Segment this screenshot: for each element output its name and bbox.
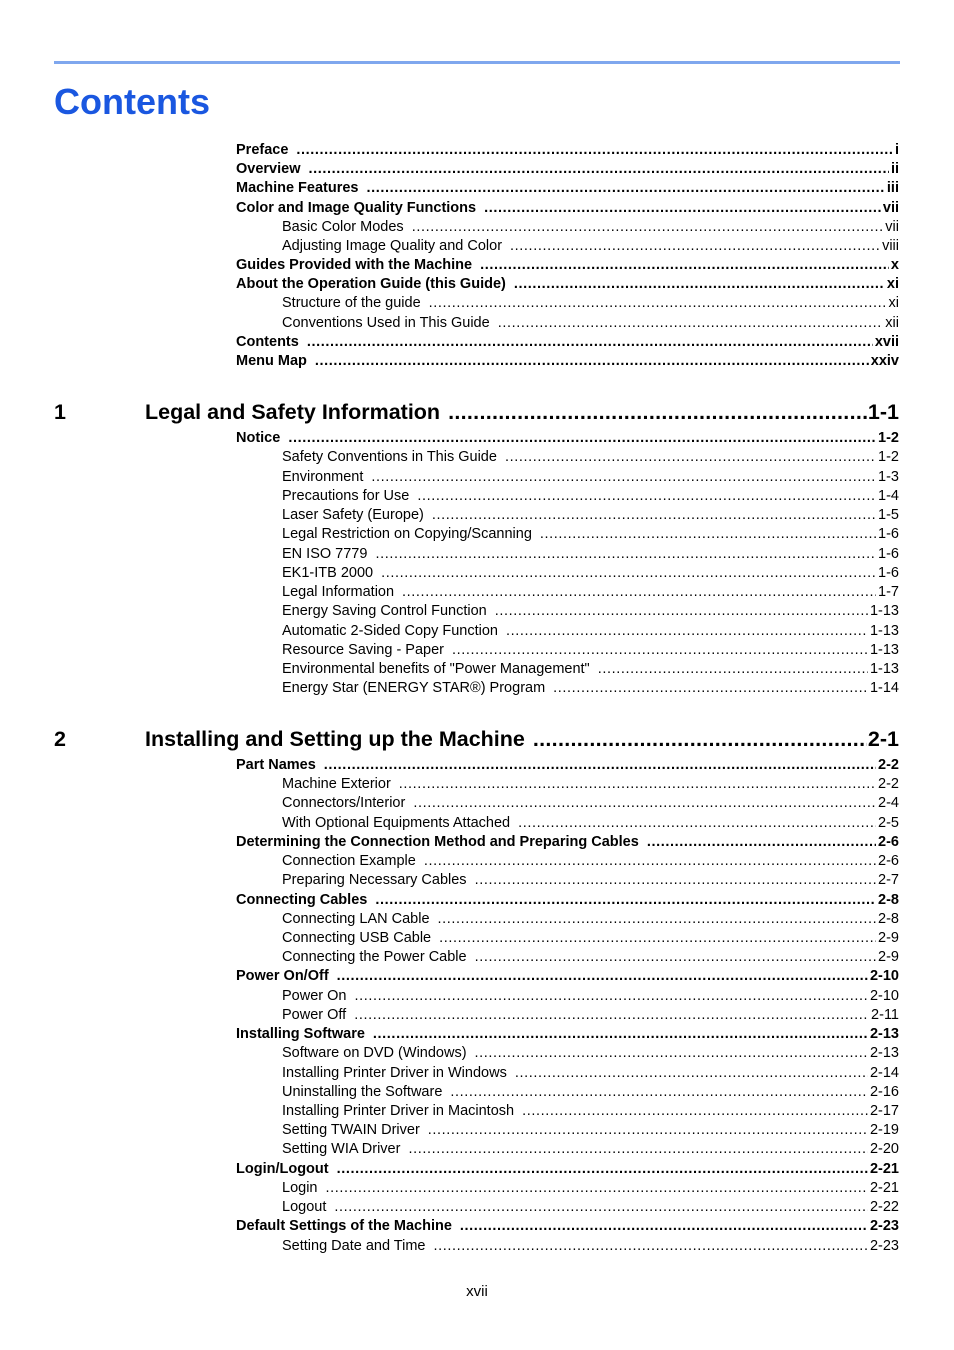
entry-page: 2-17 xyxy=(869,1102,899,1119)
header-rule xyxy=(54,61,900,64)
toc-subsection-entry[interactable] xyxy=(282,1044,899,1063)
entry-page: 1-13 xyxy=(869,622,899,639)
entry-page: 2-4 xyxy=(878,795,899,812)
toc-subsection-entry[interactable] xyxy=(282,1006,899,1025)
entry-page: 1-13 xyxy=(869,661,899,677)
entry-title: Setting Date and Time xyxy=(282,1237,426,1254)
toc-subsection-entry[interactable] xyxy=(282,525,899,544)
entry-title: Part Names xyxy=(236,757,316,773)
entry-page: i xyxy=(894,142,899,158)
entry-title: EK1-ITB 2000 xyxy=(282,564,374,581)
entry-title: Environment xyxy=(282,468,364,485)
dot-leader xyxy=(533,725,867,753)
toc-subsection-entry[interactable] xyxy=(282,1064,899,1083)
entry-title: Preparing Necessary Cables xyxy=(282,872,467,889)
entry-page: 2-23 xyxy=(869,1218,899,1235)
toc-subsection-entry[interactable] xyxy=(282,641,899,660)
dot-leader xyxy=(647,833,876,852)
dot-leader xyxy=(367,179,885,198)
toc-subsection-entry[interactable] xyxy=(282,468,899,487)
entry-title: Login/Logout xyxy=(236,1160,329,1177)
entry-page: 2-21 xyxy=(869,1160,899,1177)
entry-title: EN ISO 7779 xyxy=(282,545,368,562)
toc-subsection-entry[interactable] xyxy=(282,602,899,621)
entry-page: 2-21 xyxy=(869,1179,899,1196)
dot-leader xyxy=(337,967,868,986)
toc-section-entry[interactable] xyxy=(236,833,899,852)
entry-page: xxiv xyxy=(870,352,899,369)
dot-leader xyxy=(510,237,880,256)
entry-page: 1-6 xyxy=(878,526,899,543)
dot-leader xyxy=(553,679,868,698)
entry-page: 2-2 xyxy=(878,757,899,773)
dot-leader xyxy=(375,545,876,564)
toc-subsection-entry[interactable] xyxy=(282,794,899,813)
entry-title: Guides Provided with the Machine xyxy=(236,257,473,274)
toc-section-entry[interactable] xyxy=(236,756,899,775)
chapter-number: 2 xyxy=(54,727,66,751)
toc-subsection-entry[interactable] xyxy=(282,448,899,467)
toc-section-entry[interactable] xyxy=(236,352,899,371)
entry-title: Uninstalling the Software xyxy=(282,1083,443,1100)
dot-leader xyxy=(514,275,885,294)
toc-section-entry[interactable] xyxy=(236,160,899,179)
toc-subsection-entry[interactable] xyxy=(282,775,899,794)
entry-page: 2-19 xyxy=(869,1122,899,1139)
toc-subsection-entry[interactable] xyxy=(282,1102,899,1121)
dot-leader xyxy=(484,199,881,218)
toc-subsection-entry[interactable] xyxy=(282,871,899,890)
toc-section-entry[interactable] xyxy=(236,1160,899,1179)
dot-leader xyxy=(417,487,876,506)
entry-title: Installing Printer Driver in Windows xyxy=(282,1064,507,1081)
entry-page: 1-6 xyxy=(878,545,899,562)
chapter-page: 2-1 xyxy=(867,727,899,751)
chapter-title: Installing and Setting up the Machine xyxy=(145,727,525,751)
dot-leader xyxy=(438,910,877,929)
entry-page: 1-3 xyxy=(878,468,899,485)
toc-subsection-entry[interactable] xyxy=(282,987,899,1006)
toc-subsection-entry[interactable] xyxy=(282,1237,899,1256)
entry-title: Power On xyxy=(282,987,347,1004)
dot-leader xyxy=(408,1140,868,1159)
entry-page: 2-14 xyxy=(869,1064,899,1081)
entry-title: Energy Star (ENERGY STAR®) Program xyxy=(282,680,546,697)
toc-subsection-entry[interactable] xyxy=(282,929,899,948)
toc-section-entry[interactable] xyxy=(236,275,899,294)
entry-title: Login xyxy=(282,1179,318,1196)
dot-leader xyxy=(598,660,868,679)
entry-title: Connecting USB Cable xyxy=(282,929,432,946)
toc-subsection-entry[interactable] xyxy=(282,1121,899,1140)
dot-leader xyxy=(371,468,876,487)
toc-subsection-entry[interactable] xyxy=(282,314,899,333)
dot-leader xyxy=(475,1044,868,1063)
entry-page: 2-11 xyxy=(871,1006,899,1023)
dot-leader xyxy=(296,141,893,160)
entry-page: ii xyxy=(890,161,899,178)
entry-page: 2-8 xyxy=(878,891,899,908)
entry-title: Connecting Cables xyxy=(236,891,368,908)
entry-page: 1-2 xyxy=(878,430,899,446)
entry-page: 1-4 xyxy=(878,487,899,504)
dot-leader xyxy=(412,218,884,237)
toc-subsection-entry[interactable] xyxy=(282,545,899,564)
chapter-heading[interactable] xyxy=(54,398,899,426)
entry-title: Machine Exterior xyxy=(282,776,391,793)
toc-subsection-entry[interactable] xyxy=(282,1140,899,1159)
toc-subsection-entry[interactable] xyxy=(282,1198,899,1217)
dot-leader xyxy=(506,622,868,641)
dot-leader xyxy=(337,1160,868,1179)
dot-leader xyxy=(354,1006,869,1025)
entry-title: Overview xyxy=(236,161,301,178)
chapter-page: 1-1 xyxy=(867,400,899,424)
entry-title: Structure of the guide xyxy=(282,295,421,312)
dot-leader xyxy=(428,1121,868,1140)
toc-section-entry[interactable] xyxy=(236,891,899,910)
entry-title: Color and Image Quality Functions xyxy=(236,199,477,216)
toc-section-entry[interactable] xyxy=(236,429,899,448)
entry-title: Basic Color Modes xyxy=(282,218,404,235)
dot-leader xyxy=(432,506,876,525)
entry-page: xi xyxy=(886,276,899,293)
dot-leader xyxy=(448,398,867,426)
entry-page: 2-9 xyxy=(878,949,899,966)
dot-leader xyxy=(402,583,876,602)
toc-section-entry[interactable] xyxy=(236,179,899,198)
entry-title: Environmental benefits of "Power Management" xyxy=(282,661,590,677)
entry-page: iii xyxy=(886,180,899,197)
dot-leader xyxy=(475,871,876,890)
entry-page: 2-23 xyxy=(869,1237,899,1254)
entry-title: Power Off xyxy=(282,1006,347,1023)
dot-leader xyxy=(429,294,887,313)
entry-title: Installing Printer Driver in Macintosh xyxy=(282,1102,515,1119)
entry-page: 2-9 xyxy=(878,929,899,946)
page-number: xvii xyxy=(466,1283,488,1300)
entry-page: xvii xyxy=(874,333,899,350)
toc-subsection-entry[interactable] xyxy=(282,622,899,641)
entry-title: Resource Saving - Paper xyxy=(282,641,444,658)
dot-leader xyxy=(439,929,876,948)
dot-leader xyxy=(375,891,876,910)
entry-page: 1-2 xyxy=(878,449,899,466)
entry-title: Preface xyxy=(236,142,289,158)
dot-leader xyxy=(452,641,868,660)
entry-title: Conventions Used in This Guide xyxy=(282,314,490,331)
toc-section-entry[interactable] xyxy=(236,967,899,986)
entry-title: Determining the Connection Method and Preparing Cables xyxy=(236,833,639,850)
entry-title: Connection Example xyxy=(282,853,416,870)
entry-page: 2-13 xyxy=(869,1045,899,1062)
entry-title: Setting TWAIN Driver xyxy=(282,1122,420,1139)
toc-subsection-entry[interactable] xyxy=(282,506,899,525)
entry-page: 1-13 xyxy=(869,641,899,658)
entry-title: Safety Conventions in This Guide xyxy=(282,449,497,466)
toc-subsection-entry[interactable] xyxy=(282,487,899,506)
dot-leader xyxy=(309,160,889,179)
entry-page: 2-6 xyxy=(878,833,899,850)
entry-page: 2-6 xyxy=(878,853,899,870)
toc-section-entry[interactable] xyxy=(236,256,899,275)
entry-title: Notice xyxy=(236,430,281,446)
entry-page: 2-7 xyxy=(878,872,899,889)
dot-leader xyxy=(518,814,876,833)
entry-page: 1-14 xyxy=(869,680,899,697)
dot-leader xyxy=(399,775,876,794)
toc-section-entry[interactable] xyxy=(236,333,899,352)
dot-leader xyxy=(540,525,876,544)
entry-title: Connectors/Interior xyxy=(282,795,406,812)
entry-title: Automatic 2-Sided Copy Function xyxy=(282,622,498,639)
entry-title: Power On/Off xyxy=(236,968,329,985)
entry-title: Setting WIA Driver xyxy=(282,1141,401,1158)
entry-title: Connecting the Power Cable xyxy=(282,949,467,966)
entry-page: viii xyxy=(882,237,899,254)
entry-page: 2-22 xyxy=(869,1199,899,1216)
dot-leader xyxy=(307,333,873,352)
toc-section-entry[interactable] xyxy=(236,1217,899,1236)
toc-subsection-entry[interactable] xyxy=(282,564,899,583)
toc-section-entry[interactable] xyxy=(236,1025,899,1044)
dot-leader xyxy=(373,1025,868,1044)
entry-title: Installing Software xyxy=(236,1026,365,1043)
toc-subsection-entry[interactable] xyxy=(282,948,899,967)
entry-title: With Optional Equipments Attached xyxy=(282,814,511,831)
toc-subsection-entry[interactable] xyxy=(282,218,899,237)
entry-page: 2-10 xyxy=(869,968,899,985)
dot-leader xyxy=(460,1217,868,1236)
entry-page: 2-20 xyxy=(869,1141,899,1158)
entry-page: 1-7 xyxy=(878,584,899,600)
toc-subsection-entry[interactable] xyxy=(282,814,899,833)
entry-page: vii xyxy=(882,199,899,216)
entry-title: Software on DVD (Windows) xyxy=(282,1045,467,1062)
dot-leader xyxy=(334,1198,868,1217)
dot-leader xyxy=(381,564,876,583)
chapter-heading[interactable] xyxy=(54,725,899,753)
dot-leader xyxy=(495,602,868,621)
entry-page: 2-10 xyxy=(869,987,899,1004)
entry-title: Default Settings of the Machine xyxy=(236,1218,452,1235)
entry-title: Legal Information xyxy=(282,584,395,600)
dot-leader xyxy=(433,1237,867,1256)
dot-leader xyxy=(522,1102,868,1121)
toc-subsection-entry[interactable] xyxy=(282,1083,899,1102)
dot-leader xyxy=(424,852,876,871)
entry-page: x xyxy=(890,257,899,274)
dot-leader xyxy=(475,948,876,967)
dot-leader xyxy=(288,429,876,448)
toc-subsection-entry[interactable] xyxy=(282,660,899,679)
dot-leader xyxy=(413,794,876,813)
entry-page: xi xyxy=(888,295,899,312)
dot-leader xyxy=(505,448,876,467)
entry-title: Precautions for Use xyxy=(282,487,410,504)
entry-page: 2-8 xyxy=(878,910,899,927)
entry-title: About the Operation Guide (this Guide) xyxy=(236,276,506,293)
entry-title: Menu Map xyxy=(236,352,307,369)
toc-subsection-entry[interactable] xyxy=(282,679,899,698)
toc-subsection-entry[interactable] xyxy=(282,294,899,313)
dot-leader xyxy=(515,1064,868,1083)
toc-section-entry[interactable] xyxy=(236,141,899,160)
entry-page: vii xyxy=(885,218,899,235)
toc-subsection-entry[interactable] xyxy=(282,852,899,871)
entry-page: 2-2 xyxy=(878,776,899,793)
chapter-title: Legal and Safety Information xyxy=(145,400,441,424)
entry-page: 2-13 xyxy=(869,1026,899,1043)
entry-title: Logout xyxy=(282,1199,327,1216)
entry-page: 1-6 xyxy=(878,564,899,581)
entry-page: 1-13 xyxy=(869,603,899,620)
toc-subsection-entry[interactable] xyxy=(282,583,899,602)
entry-page: xii xyxy=(885,314,899,331)
toc-section-entry[interactable] xyxy=(236,199,899,218)
entry-title: Legal Restriction on Copying/Scanning xyxy=(282,526,532,543)
dot-leader xyxy=(324,756,876,775)
dot-leader xyxy=(498,314,884,333)
dot-leader xyxy=(450,1083,868,1102)
page-title: Contents xyxy=(54,81,210,122)
toc-subsection-entry[interactable] xyxy=(282,910,899,929)
entry-page: 2-16 xyxy=(869,1083,899,1100)
toc-subsection-entry[interactable] xyxy=(282,1179,899,1198)
entry-page: 2-5 xyxy=(878,814,899,831)
entry-title: Machine Features xyxy=(236,180,359,197)
dot-leader xyxy=(480,256,889,275)
entry-title: Energy Saving Control Function xyxy=(282,603,487,620)
dot-leader xyxy=(354,987,867,1006)
entry-title: Laser Safety (Europe) xyxy=(282,507,424,523)
entry-page: 1-5 xyxy=(878,507,899,523)
entry-title: Connecting LAN Cable xyxy=(282,910,430,927)
dot-leader xyxy=(325,1179,867,1198)
entry-title: Adjusting Image Quality and Color xyxy=(282,237,503,254)
dot-leader xyxy=(315,352,869,371)
entry-title: Contents xyxy=(236,333,299,350)
chapter-number: 1 xyxy=(54,400,66,424)
toc-subsection-entry[interactable] xyxy=(282,237,899,256)
